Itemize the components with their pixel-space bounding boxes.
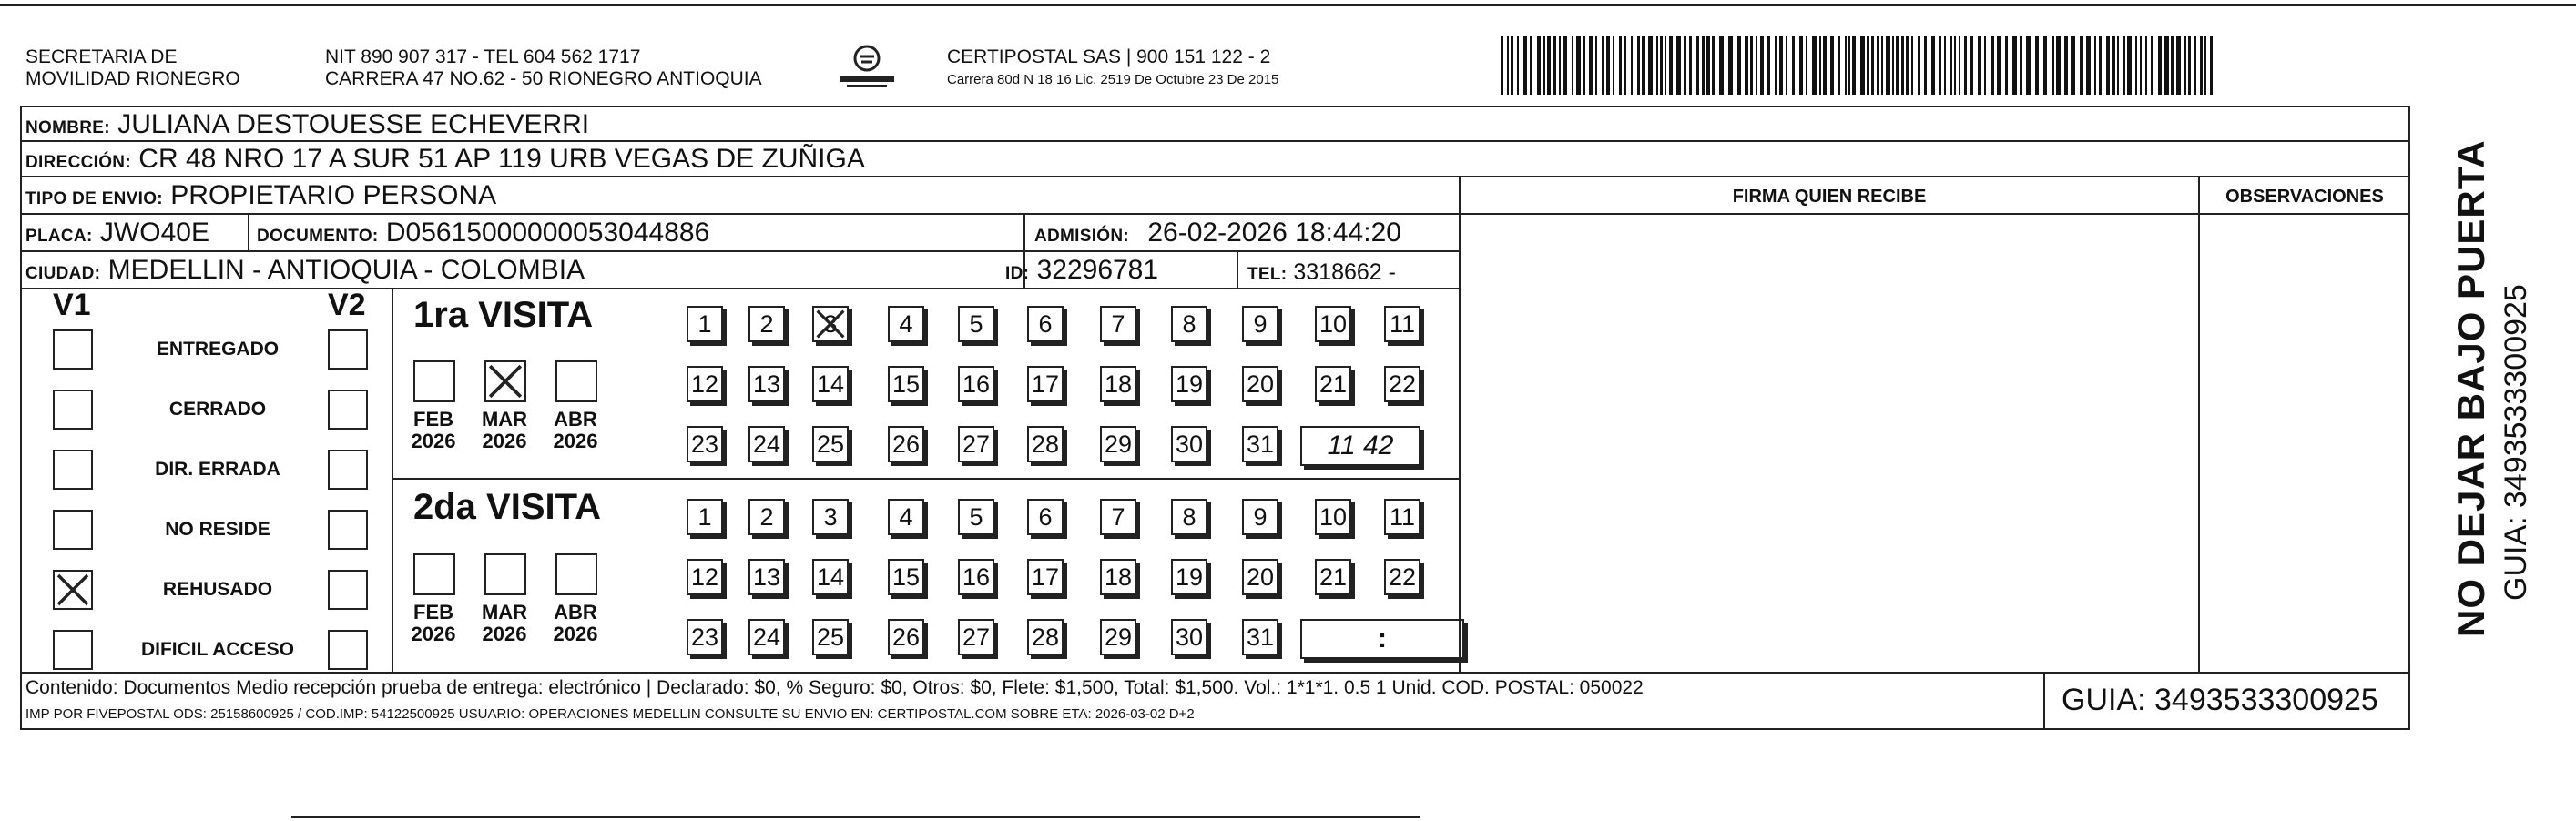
- barcode-bar: [1838, 36, 1840, 95]
- check-mark-icon: [55, 572, 91, 608]
- status-label: DIR. ERRADA: [155, 459, 280, 480]
- visit1-day[interactable]: 15: [888, 366, 924, 402]
- visit1-day[interactable]: 24: [748, 426, 785, 462]
- visit2-day[interactable]: 4: [888, 499, 924, 535]
- visit1-day[interactable]: 27: [958, 426, 994, 462]
- barcode-bar: [2140, 36, 2142, 95]
- footer-content-line: Contenido: Documentos Medio recepción prueba de entrega: electrónico | Declarado: $0, % Seguro: $0, Otros: $0, Flete: $1,500, Total: $1,500. Vol.: 1*1*1. 0.5 1 Unid. COD. POSTAL: 050022: [25, 677, 1644, 698]
- barcode-bar: [1877, 36, 1879, 95]
- ciudad-cell: [25, 254, 585, 290]
- visit2-day[interactable]: 13: [748, 559, 785, 595]
- visit1-year-label: 2026: [553, 430, 598, 452]
- sender-line-2: MOVILIDAD RIONEGRO: [25, 68, 240, 89]
- tel-cell: [1247, 256, 1396, 291]
- visit2-year-label: 2026: [482, 623, 527, 645]
- visit1-day[interactable]: 10: [1315, 306, 1351, 342]
- barcode-bar: [2188, 36, 2191, 95]
- direccion-value: CR 48 NRO 17 A SUR 51 AP 119 URB VEGAS DE ZUÑIGA: [138, 144, 865, 174]
- barcode-bar: [1642, 36, 1645, 95]
- visit2-day[interactable]: 16: [958, 559, 994, 595]
- barcode-bar: [1924, 36, 1927, 95]
- barcode-bar: [1501, 36, 1503, 95]
- barcode-bar: [1572, 36, 1573, 95]
- barcode-bar: [1799, 36, 1803, 95]
- visit2-day[interactable]: 24: [748, 619, 785, 655]
- barcode-bar: [2043, 36, 2047, 95]
- barcode-bar: [1997, 36, 2001, 95]
- barcode-bar: [1860, 36, 1865, 95]
- documento-cell: [257, 217, 709, 253]
- visit2-day[interactable]: 12: [687, 559, 723, 595]
- barcode-bar: [1702, 36, 1705, 95]
- visit2-day[interactable]: 15: [888, 559, 924, 595]
- visit2-day[interactable]: 18: [1100, 559, 1136, 595]
- barcode-bar: [1867, 36, 1869, 95]
- barcode-bar: [1619, 36, 1622, 95]
- visit1-day[interactable]: 2: [748, 306, 785, 342]
- visit2-day[interactable]: 23: [687, 619, 723, 655]
- visit1-day[interactable]: 17: [1027, 366, 1064, 402]
- visit2-time-box: [1300, 619, 1464, 659]
- barcode-bar: [1881, 36, 1883, 95]
- visit1-day[interactable]: 23: [687, 426, 723, 462]
- sender-line-1: SECRETARIA DE: [25, 46, 178, 67]
- barcode-bar: [1906, 36, 1909, 95]
- barcode-bar: [2112, 36, 2115, 95]
- barcode-bar: [1871, 36, 1874, 95]
- visit2-day[interactable]: 8: [1171, 499, 1207, 535]
- barcode-bar: [2194, 36, 2196, 95]
- carrier-logo: [834, 42, 900, 93]
- barcode-bar: [1737, 36, 1741, 95]
- v1-checkbox[interactable]: [53, 390, 93, 430]
- footer-print-line: IMP POR FIVEPOSTAL ODS: 25158600925 / COD.IMP: 54122500925 USUARIO: OPERACIONES MEDELLIN CONSULTE SU ENVIO EN: CERTIPOSTAL.COM SOBRE ETA: 2026-03-02 D+2: [25, 706, 1195, 722]
- visit2-day[interactable]: 21: [1315, 559, 1351, 595]
- visit1-day[interactable]: 11: [1384, 306, 1420, 342]
- barcode-bar: [1523, 36, 1527, 95]
- nit-line: NIT 890 907 317 - TEL 604 562 1717: [325, 46, 641, 67]
- status-label: CERRADO: [168, 399, 267, 420]
- visit2-day[interactable]: 22: [1384, 559, 1420, 595]
- tipo-value: PROPIETARIO PERSONA: [170, 180, 497, 210]
- visit1-month-label: MAR: [481, 408, 528, 431]
- barcode-bar: [1712, 36, 1715, 95]
- barcode-bar: [2164, 36, 2169, 95]
- barcode-bar: [1543, 36, 1545, 95]
- barcode-bar: [2145, 36, 2147, 95]
- barcode-bar: [1696, 36, 1699, 95]
- barcode-bar: [2020, 36, 2022, 95]
- v1-checkbox[interactable]: [53, 570, 93, 610]
- visit2-month-label: ABR: [554, 601, 597, 623]
- visit2-day[interactable]: 31: [1242, 619, 1278, 655]
- id-cell: [1005, 254, 1158, 290]
- barcode-bar: [1517, 36, 1519, 95]
- tipo-row: [25, 179, 496, 216]
- visit1-month-checkbox[interactable]: [484, 360, 526, 402]
- visit2-day[interactable]: 11: [1384, 499, 1420, 535]
- barcode-bar: [2099, 36, 2102, 95]
- barcode-bar: [1719, 36, 1724, 95]
- barcode-bar: [1637, 36, 1640, 95]
- side-guia: GUIA: 3493533300925: [2499, 284, 2533, 601]
- barcode-bar: [1806, 36, 1807, 95]
- barcode-bar: [1728, 36, 1733, 95]
- visit1-day[interactable]: 12: [687, 366, 723, 402]
- visit1-day[interactable]: 9: [1242, 306, 1278, 342]
- visit2-month-label: FEB: [413, 601, 453, 623]
- visit1-day[interactable]: 13: [748, 366, 785, 402]
- visit1-day[interactable]: 29: [1100, 426, 1136, 462]
- v1-checkbox[interactable]: [53, 630, 93, 670]
- barcode-bar: [1944, 36, 1946, 95]
- visit1-day[interactable]: 26: [888, 426, 924, 462]
- visit1-day[interactable]: 4: [888, 306, 924, 342]
- barcode-bar: [2176, 36, 2181, 95]
- barcode-bar: [1786, 36, 1787, 95]
- barcode-bar: [1760, 36, 1764, 95]
- barcode-bar: [2012, 36, 2017, 95]
- visit2-month-checkbox[interactable]: [413, 553, 455, 595]
- barcode-bar: [1939, 36, 1941, 95]
- barcode-bar: [1583, 36, 1585, 95]
- visit2-day[interactable]: 9: [1242, 499, 1278, 535]
- barcode-bar: [2184, 36, 2186, 95]
- barcode-bar: [1978, 36, 1981, 95]
- barcode-bar: [2200, 36, 2203, 95]
- barcode-bar: [1648, 36, 1653, 95]
- visit2-title: 2da VISITA: [413, 487, 601, 527]
- barcode-bar: [1669, 36, 1673, 95]
- barcode-bar: [2158, 36, 2162, 95]
- status-label: REHUSADO: [162, 579, 273, 600]
- v1-header: V1: [53, 288, 91, 322]
- documento-label: DOCUMENTO:: [257, 227, 379, 246]
- barcode-bar: [1792, 36, 1795, 95]
- barcode-bar: [1830, 36, 1834, 95]
- barcode-bar: [1950, 36, 1952, 95]
- visit1-year-label: 2026: [482, 430, 527, 452]
- barcode-bar: [1676, 36, 1681, 95]
- visit2-day[interactable]: 1: [687, 499, 723, 535]
- address-line: CARRERA 47 NO.62 - 50 RIONEGRO ANTIOQUIA: [325, 68, 762, 89]
- visit2-month-checkbox[interactable]: [555, 553, 597, 595]
- barcode-bar: [1991, 36, 1994, 95]
- visit1-month-label: ABR: [554, 408, 597, 431]
- barcode-bar: [1984, 36, 1986, 95]
- visit2-day[interactable]: 6: [1027, 499, 1064, 535]
- barcode-bar: [2086, 36, 2091, 95]
- ciudad-label: CIUDAD:: [25, 264, 101, 283]
- barcode-bar: [2127, 36, 2132, 95]
- barcode-bar: [1745, 36, 1748, 95]
- barcode-bar: [1530, 36, 1532, 95]
- visit2-day[interactable]: 30: [1171, 619, 1207, 655]
- v2-checkbox[interactable]: [328, 570, 368, 610]
- barcode-bar: [1892, 36, 1894, 95]
- visit2-day[interactable]: 3: [812, 499, 849, 535]
- license-line: Carrera 80d N 18 16 Lic. 2519 De Octubre 23 De 2015: [947, 72, 1279, 87]
- barcode-bar: [1537, 36, 1541, 95]
- barcode-bar: [2080, 36, 2083, 95]
- barcode-bar: [1901, 36, 1904, 95]
- barcode-bar: [2071, 36, 2075, 95]
- visit1-month-checkbox[interactable]: [413, 360, 455, 402]
- visit2-day[interactable]: 27: [958, 619, 994, 655]
- barcode-bar: [1964, 36, 1967, 95]
- visit1-day[interactable]: 14: [812, 366, 849, 402]
- barcode-bar: [2056, 36, 2061, 95]
- barcode-bar: [1775, 36, 1777, 95]
- barcode-bar: [1656, 36, 1658, 95]
- barcode-bar: [1602, 36, 1604, 95]
- admision-cell: [1034, 217, 1401, 253]
- visit1-day[interactable]: 21: [1315, 366, 1351, 402]
- direccion-row: [25, 143, 865, 179]
- visit2-day[interactable]: 5: [958, 499, 994, 535]
- footer-guia: GUIA: 3493533300925: [2062, 683, 2378, 717]
- barcode-bar: [2123, 36, 2125, 95]
- barcode-bar: [1553, 36, 1556, 95]
- barcode-bar: [2026, 36, 2031, 95]
- visit2-day[interactable]: 19: [1171, 559, 1207, 595]
- barcode-bar: [1779, 36, 1783, 95]
- visit1-day[interactable]: 1: [687, 306, 723, 342]
- visit2-day[interactable]: 25: [812, 619, 849, 655]
- v2-checkbox[interactable]: [328, 630, 368, 670]
- visit1-day[interactable]: 7: [1100, 306, 1136, 342]
- barcode-bar: [2005, 36, 2008, 95]
- visit1-day[interactable]: 28: [1027, 426, 1064, 462]
- visit1-day[interactable]: 22: [1384, 366, 1420, 402]
- barcode-bar: [2035, 36, 2039, 95]
- observaciones-header: OBSERVACIONES: [2225, 187, 2384, 207]
- status-label: DIFICIL ACCESO: [140, 639, 294, 660]
- visit1-day[interactable]: 16: [958, 366, 994, 402]
- barcode-bar: [1511, 36, 1513, 95]
- side-warning: NO DEJAR BAJO PUERTA: [2449, 139, 2492, 637]
- barcode-bar: [1576, 36, 1581, 95]
- status-label: NO RESIDE: [165, 519, 270, 540]
- tel-value: 3318662 -: [1293, 259, 1396, 285]
- v1-checkbox[interactable]: [53, 329, 93, 370]
- visit2-day[interactable]: 10: [1315, 499, 1351, 535]
- barcode-bar: [1756, 36, 1757, 95]
- barcode-bar: [1886, 36, 1890, 95]
- visit2-month-label: MAR: [481, 601, 528, 623]
- barcode-bar: [1563, 36, 1567, 95]
- barcode-bar: [2204, 36, 2206, 95]
- check-mark-icon: [486, 362, 524, 400]
- visit1-title: 1ra VISITA: [413, 295, 594, 335]
- admision-value: 26-02-2026 18:44:20: [1147, 218, 1401, 248]
- visit2-day[interactable]: 7: [1100, 499, 1136, 535]
- visit1-day[interactable]: 20: [1242, 366, 1278, 402]
- barcode-bar: [1660, 36, 1663, 95]
- visit2-year-label: 2026: [411, 623, 456, 645]
- barcode-bar: [1911, 36, 1913, 95]
- firma-header: FIRMA QUIEN RECIBE: [1732, 187, 1927, 207]
- visit1-day[interactable]: 25: [812, 426, 849, 462]
- id-value: 32296781: [1036, 255, 1159, 285]
- visit2-day[interactable]: 2: [748, 499, 785, 535]
- barcode-bar: [2135, 36, 2137, 95]
- visit1-time-box: [1300, 426, 1420, 466]
- barcode-bar: [2151, 36, 2153, 95]
- visit2-year-label: 2026: [553, 623, 598, 645]
- admision-label: ADMISIÓN:: [1034, 227, 1130, 246]
- visit2-day[interactable]: 20: [1242, 559, 1278, 595]
- tel-label: TEL:: [1247, 265, 1288, 284]
- visit1-time: 11 42: [1327, 431, 1394, 461]
- visit1-day[interactable]: 3: [812, 306, 849, 342]
- barcode-bar: [2106, 36, 2110, 95]
- barcode-bar: [1750, 36, 1753, 95]
- documento-value: D05615000000053044886: [385, 218, 710, 248]
- v2-checkbox[interactable]: [328, 450, 368, 490]
- barcode-bar: [1823, 36, 1827, 95]
- v2-checkbox[interactable]: [328, 390, 368, 430]
- barcode-bar: [1767, 36, 1770, 95]
- visit2-day[interactable]: 29: [1100, 619, 1136, 655]
- visit1-day[interactable]: 5: [958, 306, 994, 342]
- barcode-bar: [1595, 36, 1597, 95]
- barcode-bar: [1613, 36, 1614, 95]
- visit1-month-label: FEB: [413, 408, 453, 431]
- barcode-bar: [1559, 36, 1561, 95]
- barcode-bar: [1931, 36, 1935, 95]
- barcode-bar: [1819, 36, 1821, 95]
- v2-header: V2: [328, 288, 366, 322]
- barcode-bar: [2064, 36, 2068, 95]
- v1-checkbox[interactable]: [53, 450, 93, 490]
- visit1-year-label: 2026: [411, 430, 456, 452]
- barcode-bar: [1848, 36, 1850, 95]
- visit1-day[interactable]: 18: [1100, 366, 1136, 402]
- barcode-bar: [1624, 36, 1626, 95]
- visit1-day[interactable]: 8: [1171, 306, 1207, 342]
- visit1-day[interactable]: 19: [1171, 366, 1207, 402]
- id-label: ID:: [1005, 264, 1030, 283]
- v2-checkbox[interactable]: [328, 329, 368, 370]
- visit2-day[interactable]: 28: [1027, 619, 1064, 655]
- nombre-row: [25, 108, 589, 145]
- v2-checkbox[interactable]: [328, 510, 368, 550]
- visit1-day[interactable]: 6: [1027, 306, 1064, 342]
- barcode-bar: [1896, 36, 1899, 95]
- barcode-bar: [1547, 36, 1551, 95]
- barcode: [1501, 36, 2220, 95]
- barcode-bar: [2052, 36, 2054, 95]
- barcode-bar: [2171, 36, 2174, 95]
- placa-label: PLACA:: [25, 227, 93, 246]
- barcode-bar: [2117, 36, 2119, 95]
- barcode-bar: [1812, 36, 1817, 95]
- tipo-label: TIPO DE ENVIO:: [25, 189, 163, 208]
- barcode-bar: [1918, 36, 1920, 95]
- check-mark-icon: [814, 308, 847, 340]
- visit2-month-checkbox[interactable]: [484, 553, 526, 595]
- barcode-bar: [1852, 36, 1856, 95]
- visit1-day[interactable]: 31: [1242, 426, 1278, 462]
- barcode-bar: [2210, 36, 2213, 95]
- barcode-bar: [2094, 36, 2096, 95]
- visit2-day[interactable]: 17: [1027, 559, 1064, 595]
- visit1-day[interactable]: 30: [1171, 426, 1207, 462]
- barcode-bar: [1845, 36, 1847, 95]
- visit2-day[interactable]: 26: [888, 619, 924, 655]
- placa-cell: [25, 217, 209, 253]
- nombre-label: NOMBRE:: [25, 118, 110, 137]
- barcode-bar: [1507, 36, 1509, 95]
- barcode-bar: [1959, 36, 1960, 95]
- direccion-label: DIRECCIÓN:: [25, 153, 131, 172]
- placa-value: JWO40E: [99, 218, 209, 248]
- barcode-bar: [1954, 36, 1956, 95]
- barcode-bar: [1606, 36, 1610, 95]
- barcode-bar: [1589, 36, 1593, 95]
- carrier-line: CERTIPOSTAL SAS | 900 151 122 - 2: [947, 46, 1271, 67]
- barcode-bar: [1665, 36, 1666, 95]
- v1-checkbox[interactable]: [53, 510, 93, 550]
- barcode-bar: [1631, 36, 1633, 95]
- visit2-time: :: [1378, 623, 1387, 654]
- nombre-value: JULIANA DESTOUESSE ECHEVERRI: [117, 109, 590, 139]
- barcode-bar: [1684, 36, 1686, 95]
- visit2-day[interactable]: 14: [812, 559, 849, 595]
- ciudad-value: MEDELLIN - ANTIOQUIA - COLOMBIA: [107, 255, 585, 285]
- barcode-bar: [1689, 36, 1692, 95]
- barcode-bar: [1706, 36, 1710, 95]
- visit1-month-checkbox[interactable]: [555, 360, 597, 402]
- barcode-bar: [1970, 36, 1973, 95]
- status-label: ENTREGADO: [156, 339, 280, 360]
